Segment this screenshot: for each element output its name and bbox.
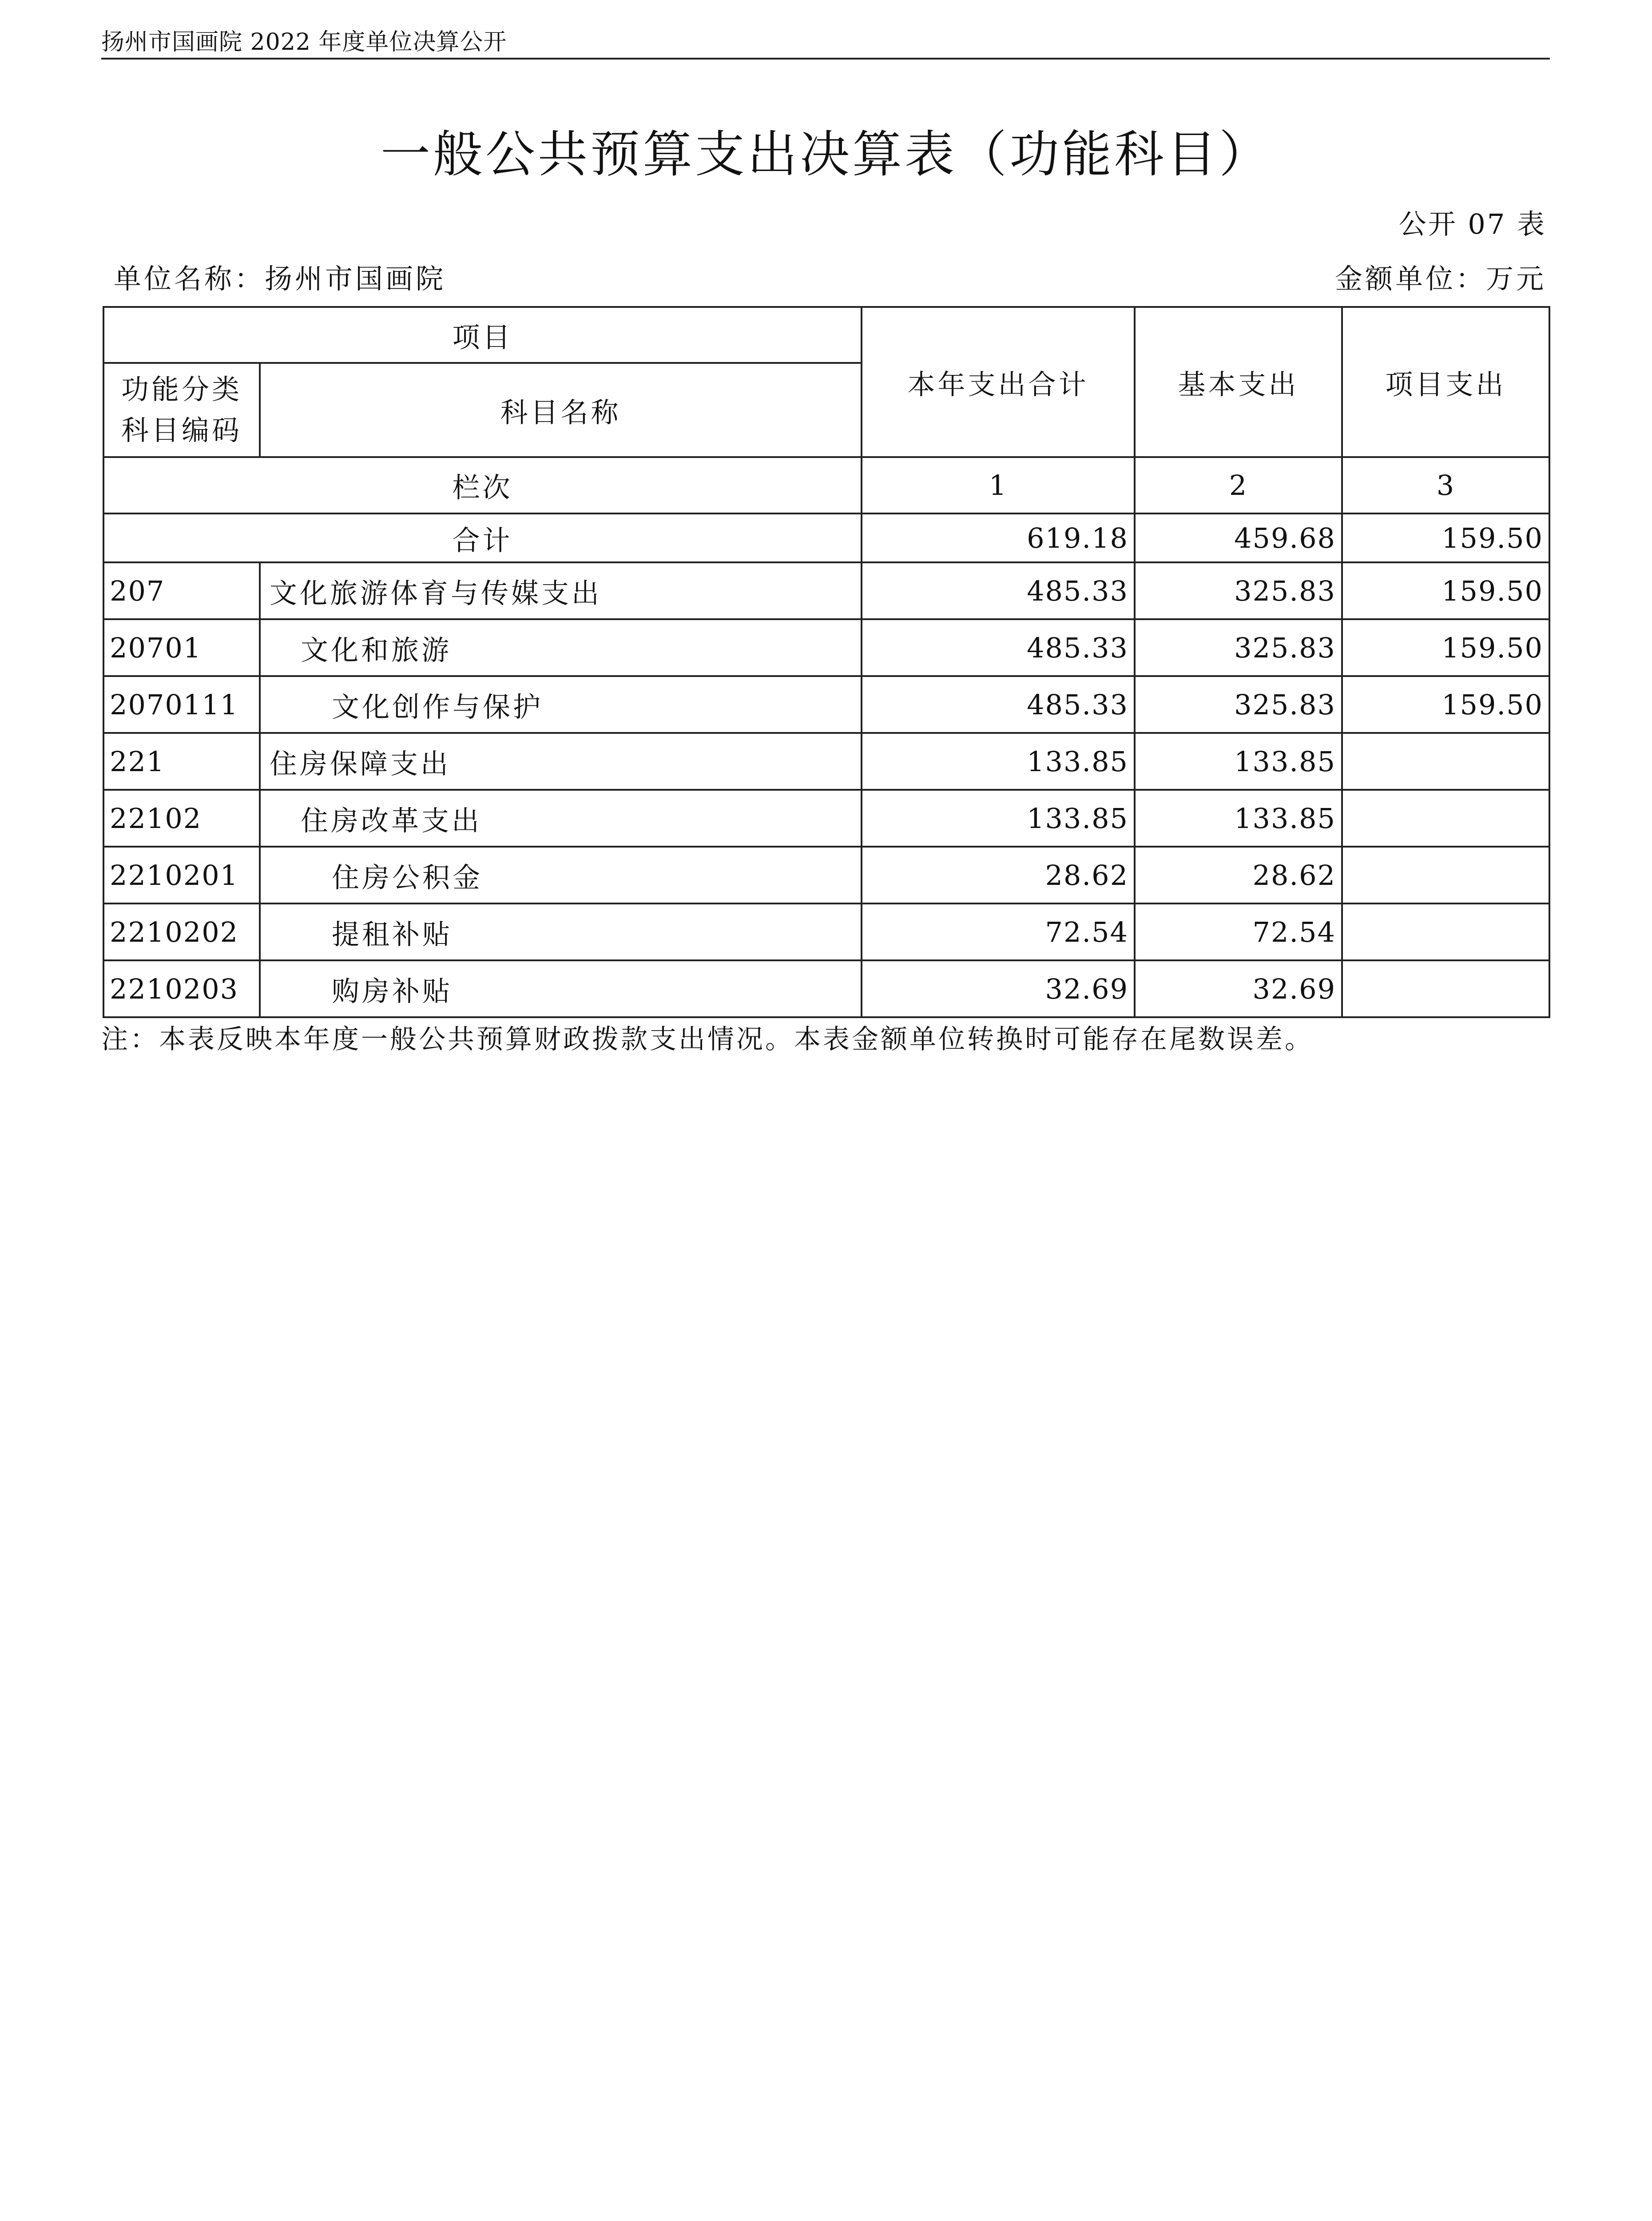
column-index-3: 3 [1342, 457, 1549, 513]
row-basic: 72.54 [1135, 904, 1342, 960]
row-code: 2210201 [103, 847, 260, 904]
row-code: 22102 [103, 790, 260, 847]
column-index-1: 1 [862, 457, 1135, 513]
total-basic: 459.68 [1135, 513, 1342, 562]
header-name: 科目名称 [260, 363, 862, 457]
row-total: 485.33 [862, 676, 1135, 733]
table-row [103, 904, 1549, 960]
total-label: 合计 [103, 513, 862, 562]
row-basic: 32.69 [1135, 960, 1342, 1017]
row-basic: 325.83 [1135, 619, 1342, 676]
row-basic: 325.83 [1135, 676, 1342, 733]
row-project [1342, 733, 1549, 790]
row-total: 133.85 [862, 790, 1135, 847]
header-total: 本年支出合计 [862, 307, 1135, 457]
row-name: 住房公积金 [260, 847, 862, 904]
row-project: 159.50 [1342, 562, 1549, 619]
row-name: 文化和旅游 [260, 619, 862, 676]
header-project: 项目 [103, 307, 862, 363]
table-row [103, 562, 1549, 619]
row-total: 28.62 [862, 847, 1135, 904]
table-row [103, 676, 1549, 733]
running-header: 扬州市国画院 2022 年度单位决算公开 [101, 29, 507, 56]
row-name: 提租补贴 [260, 904, 862, 960]
row-code: 2070111 [103, 676, 260, 733]
row-project [1342, 960, 1549, 1017]
row-name: 文化旅游体育与传媒支出 [260, 562, 862, 619]
row-code: 2210202 [103, 904, 260, 960]
total-row [103, 513, 1549, 562]
table-header-row-1 [103, 307, 1549, 363]
header-code: 功能分类科目编码 [103, 363, 260, 457]
row-project [1342, 847, 1549, 904]
header-basic: 基本支出 [1135, 307, 1342, 457]
row-basic: 28.62 [1135, 847, 1342, 904]
row-name: 购房补贴 [260, 960, 862, 1017]
row-total: 485.33 [862, 619, 1135, 676]
row-name: 住房改革支出 [260, 790, 862, 847]
row-basic: 325.83 [1135, 562, 1342, 619]
header-rule [101, 58, 1550, 60]
column-index-row [103, 457, 1549, 513]
row-project [1342, 904, 1549, 960]
table-row [103, 733, 1549, 790]
row-code: 207 [103, 562, 260, 619]
money-unit: 金额单位：万元 [1334, 263, 1546, 295]
total-amount: 619.18 [862, 513, 1135, 562]
table-row [103, 847, 1549, 904]
form-number: 公开 07 表 [1398, 208, 1546, 240]
row-code: 2210203 [103, 960, 260, 1017]
row-total: 72.54 [862, 904, 1135, 960]
row-basic: 133.85 [1135, 733, 1342, 790]
table-row [103, 960, 1549, 1017]
column-index-2: 2 [1135, 457, 1342, 513]
row-name: 文化创作与保护 [260, 676, 862, 733]
row-code: 221 [103, 733, 260, 790]
header-project-expense: 项目支出 [1342, 307, 1549, 457]
row-code: 20701 [103, 619, 260, 676]
table-row [103, 619, 1549, 676]
row-total: 133.85 [862, 733, 1135, 790]
row-total: 32.69 [862, 960, 1135, 1017]
budget-table [103, 306, 1550, 1018]
row-name: 住房保障支出 [260, 733, 862, 790]
unit-name: 单位名称：扬州市国画院 [114, 263, 446, 295]
row-basic: 133.85 [1135, 790, 1342, 847]
column-index-label: 栏次 [103, 457, 862, 513]
table-row [103, 790, 1549, 847]
row-project: 159.50 [1342, 619, 1549, 676]
table-note: 注：本表反映本年度一般公共预算财政拨款支出情况。本表金额单位转换时可能存在尾数误差。 [101, 1024, 1314, 1055]
row-project [1342, 790, 1549, 847]
row-total: 485.33 [862, 562, 1135, 619]
page-title: 一般公共预算支出决算表（功能科目） [381, 126, 1271, 183]
row-project: 159.50 [1342, 676, 1549, 733]
total-project: 159.50 [1342, 513, 1549, 562]
